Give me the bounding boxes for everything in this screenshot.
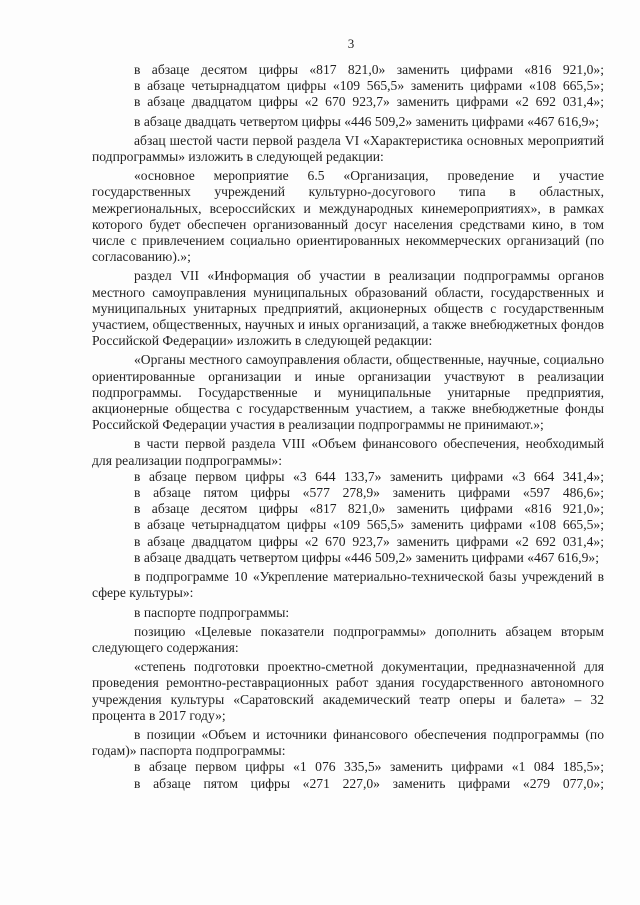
paragraph-22: в абзаце пятом цифры «271 227,0» заменить цифрами «279 077,0»; (134, 775, 604, 791)
paragraph-11: в абзаце пятом цифры «577 278,9» заменить цифрами «597 486,6»; (134, 485, 604, 501)
paragraph-14: в абзаце двадцатом цифры «2 670 923,7» заменить цифрами «2 692 031,4»; (134, 533, 604, 549)
paragraph-10: в абзаце первом цифры «3 644 133,7» заменить цифрами «3 664 341,4»; (134, 468, 604, 484)
paragraph-9: в части первой раздела VIII «Объем финансового обеспечения, необходимый для реализации подпрограммы»: (92, 436, 604, 468)
paragraph-21: в абзаце первом цифры «1 076 335,5» заменить цифрами «1 084 185,5»; (134, 759, 604, 775)
paragraph-7: раздел VII «Информация об участии в реализации подпрограммы органов местного самоуправления муниципальных образований области, государственных и муниципальных унитарных предприятий, акционерных обществ с государственным участием, общественных, научных и иных организаций, а также внебюджетных фондов Российской Федерации» изложить в следующей редакции: (92, 268, 604, 349)
document-body (92, 62, 604, 792)
paragraph-1: в абзаце десятом цифры «817 821,0» заменить цифрами «816 921,0»; (134, 62, 604, 77)
paragraph-17: в паспорте подпрограммы: (134, 604, 290, 620)
page-number: 3 (347, 36, 355, 51)
paragraph-16: в подпрограмме 10 «Укрепление материально-технической базы учреждений в сфере культуры»: (92, 569, 604, 601)
paragraph-6: «основное мероприятие 6.5 «Организация, проведение и участие государственных учреждений культурно-досугового типа в областных, межрегиональных, всероссийских и международных кинемероприятиях», в рамках которого будет обеспечен организованный досуг населения средствами кино, в том числе с привлечением социально ориентированных некоммерческих организаций (по согласованию).»; (92, 168, 604, 265)
paragraph-8: «Органы местного самоуправления области, общественные, научные, социально ориентированные организации и иные организации участвуют в реализации подпрограммы. Государственные и муниципальные унитарные предприятия, акционерные общества с государственным участием, а также внебюджетные фонды Российской Федерации участия в реализации подпрограммы не принимают.»; (92, 352, 604, 433)
paragraph-20: в позиции «Объем и источники финансового обеспечения подпрограммы (по годам)» паспорта подпрограммы: (92, 726, 604, 759)
paragraph-2: в абзаце четырнадцатом цифры «109 565,5» заменить цифрами «108 665,5»; (134, 78, 604, 94)
paragraph-15: в абзаце двадцать четвертом цифры «446 509,2» заменить цифрами «467 616,9»; (134, 549, 599, 565)
paragraph-19: «степень подготовки проектно-сметной документации, предназначенной для проведения ремонтно-реставрационных работ здания государственного автономного учреждения культуры «Саратовский академический театр оперы и балета» – 32 процента в 2017 году»; (92, 659, 604, 723)
paragraph-5: абзац шестой части первой раздела VI «Характеристика основных мероприятий подпрограммы» изложить в следующей редакции: (92, 132, 604, 165)
paragraph-4: в абзаце двадцать четвертом цифры «446 509,2» заменить цифрами «467 616,9»; (134, 113, 599, 129)
paragraph-12: в абзаце десятом цифры «817 821,0» заменить цифрами «816 921,0»; (134, 501, 604, 517)
paragraph-13: в абзаце четырнадцатом цифры «109 565,5» заменить цифрами «108 665,5»; (134, 517, 604, 533)
paragraph-3: в абзаце двадцатом цифры «2 670 923,7» заменить цифрами «2 692 031,4»; (134, 94, 604, 110)
paragraph-18: позицию «Целевые показатели подпрограммы» дополнить абзацем вторым следующего содержания: (92, 623, 604, 655)
